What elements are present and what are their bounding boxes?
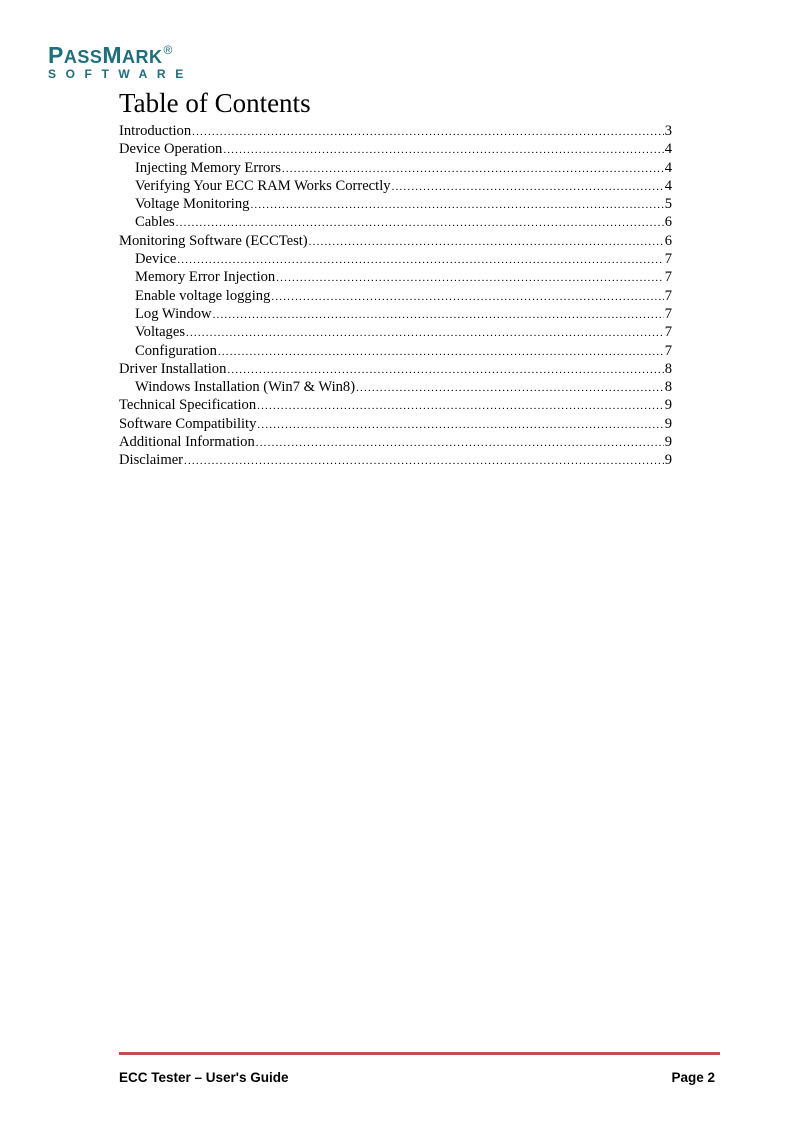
toc-leader-dots [356,379,664,397]
toc-entry-label: Voltages [135,324,185,341]
toc-entry-label: Device [135,251,177,268]
toc-leader-dots [192,123,664,141]
toc-entry[interactable] [119,213,672,231]
toc-entry-label: Additional Information [119,434,255,451]
toc-leader-dots [177,251,663,269]
toc-leader-dots [257,416,663,434]
toc-entry-page: 8 [664,360,672,377]
toc-leader-dots [282,160,664,178]
toc-entry-page: 9 [664,415,672,432]
toc-entry[interactable] [119,250,672,268]
toc-entry-page: 7 [664,269,672,286]
toc-entry-label: Cables [135,214,175,231]
toc-entry-page: 4 [664,177,672,194]
toc-leader-dots [392,178,664,196]
toc-entry[interactable] [119,140,672,158]
toc-leader-dots [276,269,663,287]
toc-entry-label: Log Window [135,305,212,322]
toc-entry[interactable] [119,305,672,323]
toc-entry-page: 7 [664,342,672,359]
toc-entry-page: 7 [664,287,672,304]
toc-entry-label: Monitoring Software (ECCTest) [119,232,308,249]
footer-page-number: Page 2 [671,1070,715,1085]
toc-entry-page: 5 [664,196,672,213]
toc-entry[interactable] [119,159,672,177]
toc-entry[interactable] [119,287,672,305]
registered-mark: ® [163,43,173,57]
toc-entry-label: Enable voltage logging [135,287,271,304]
toc-leader-dots [186,324,664,342]
toc-leader-dots [309,233,664,251]
toc-entry-page: 9 [664,397,672,414]
toc-entry[interactable] [119,433,672,451]
toc-entry-page: 4 [664,141,672,158]
toc-leader-dots [227,361,663,379]
toc-entry[interactable] [119,122,672,140]
toc-entry[interactable] [119,195,672,213]
toc-entry[interactable] [119,268,672,286]
toc-entry-page: 9 [664,434,672,451]
toc-entry-page: 3 [664,123,672,139]
footer-doc-title: ECC Tester – User's Guide [119,1070,289,1085]
toc-entry-label: Voltage Monitoring [135,196,250,213]
toc-leader-dots [257,397,664,415]
toc-entry-page: 4 [664,159,672,176]
toc-entry-label: Device Operation [119,141,223,158]
toc-entry-page: 7 [664,251,672,268]
toc-entry-page: 7 [664,324,672,341]
toc-entry-label: Memory Error Injection [135,269,276,286]
toc-entry-label: Driver Installation [119,360,227,377]
toc-entry-label: Introduction [119,123,192,139]
toc-entry[interactable] [119,378,672,396]
toc-entry[interactable] [119,323,672,341]
toc-entry[interactable] [119,451,672,469]
toc-leader-dots [271,288,663,306]
toc-entry[interactable] [119,177,672,195]
toc-leader-dots [184,452,664,470]
toc-title: Table of Contents [119,88,311,118]
toc-leader-dots [213,306,664,324]
toc-leader-dots [176,214,664,232]
toc-entry-label: Configuration [135,342,217,359]
toc-leader-dots [223,141,663,159]
toc-entry[interactable] [119,396,672,414]
toc-entry-label: Disclaimer [119,452,184,469]
logo-brand-name: PASSMARK [48,41,163,68]
toc-entry-label: Technical Specification [119,397,257,414]
toc-entry[interactable] [119,232,672,250]
toc-entry-label: Verifying Your ECC RAM Works Correctly [135,177,391,194]
passmark-logo [48,38,193,80]
toc-leader-dots [256,434,664,452]
logo-brand-bottom: SOFTWARE [48,66,193,81]
toc-entry-page: 9 [664,452,672,469]
toc-entry-page: 6 [664,232,672,249]
toc-entry[interactable] [119,342,672,360]
toc-entry-label: Software Compatibility [119,415,257,432]
toc-entry-page: 6 [664,214,672,231]
toc-entry-page: 8 [664,379,672,396]
toc-entry-label: Injecting Memory Errors [135,159,281,176]
footer-rule [119,1052,720,1055]
toc-entry[interactable] [119,415,672,433]
toc-entry-page: 7 [664,305,672,322]
toc-leader-dots [250,196,663,214]
toc-leader-dots [218,343,664,361]
toc-list [119,122,672,470]
toc-entry[interactable] [119,360,672,378]
toc-entry-label: Windows Installation (Win7 & Win8) [135,379,356,396]
logo-brand-top [48,38,193,69]
